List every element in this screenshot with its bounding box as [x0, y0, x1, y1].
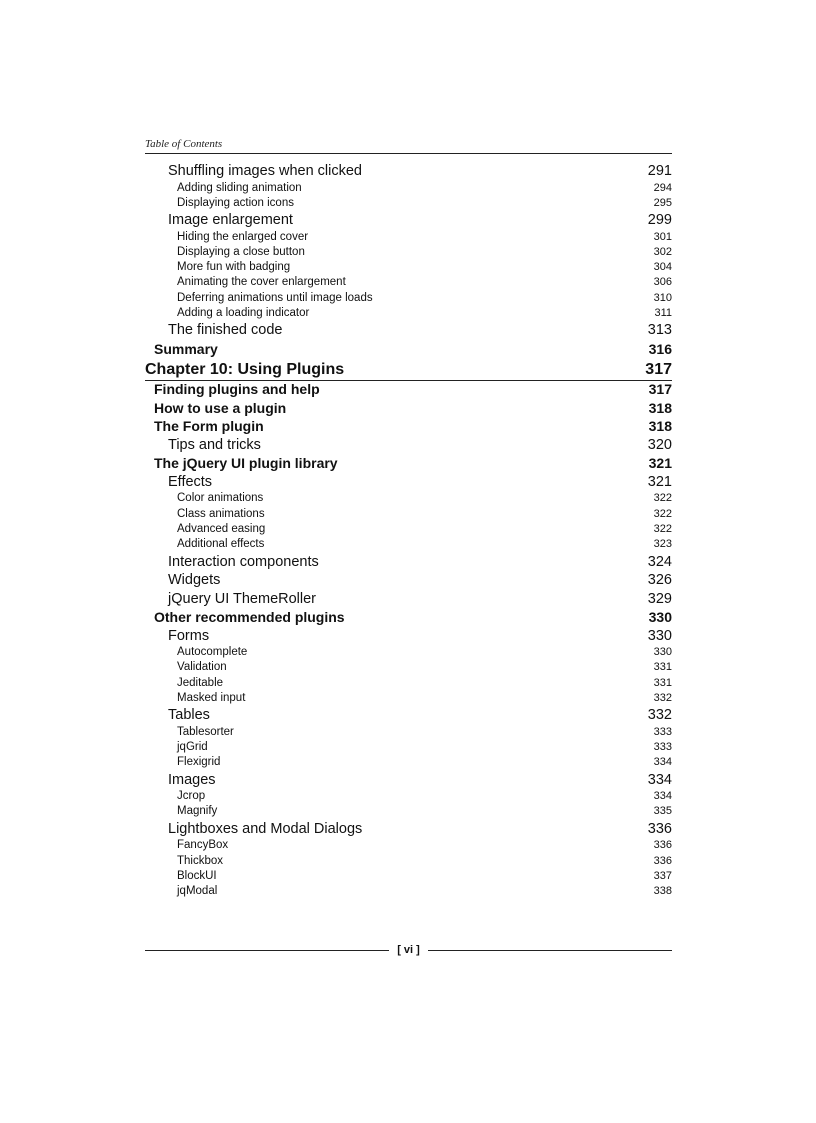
toc-entry-page: 306 — [653, 276, 672, 289]
toc-subsubsection[interactable] — [145, 885, 672, 900]
toc-entry-page: 313 — [647, 322, 672, 339]
page-number: [ vi ] — [397, 944, 420, 956]
toc-section[interactable] — [145, 455, 672, 474]
toc-subsubsection[interactable] — [145, 790, 672, 805]
toc-entry-title: Additional effects — [177, 538, 265, 551]
toc-entry-title: Advanced easing — [177, 522, 266, 535]
toc-subsubsection[interactable] — [145, 231, 672, 246]
toc-section[interactable] — [145, 400, 672, 419]
toc-entry-title: Images — [168, 771, 216, 788]
toc-entry-page: 324 — [647, 553, 672, 570]
toc-entry-page: 322 — [653, 492, 672, 505]
toc-entry-title: jqGrid — [177, 741, 208, 754]
toc-entry-title: Deferring animations until image loads — [177, 291, 373, 304]
toc-entry-page: 294 — [653, 181, 672, 194]
toc-entry-page: 295 — [653, 196, 672, 209]
toc-entry-title: Hiding the enlarged cover — [177, 230, 309, 243]
toc-entry-page: 334 — [653, 756, 672, 769]
toc-entry-title: Summary — [154, 340, 218, 357]
toc-subsubsection[interactable] — [145, 276, 672, 291]
toc-subsubsection[interactable] — [145, 741, 672, 756]
toc-entry-title: The Form plugin — [154, 418, 264, 435]
toc-entry-title: Jcrop — [177, 790, 206, 803]
running-header-title: Table of Contents — [145, 138, 223, 150]
toc-entry-title: Tables — [168, 707, 210, 724]
toc-entry-title: Effects — [168, 473, 213, 490]
toc-subsubsection[interactable] — [145, 492, 672, 507]
toc-entry-title: Jeditable — [177, 676, 224, 689]
toc-entry-page: 291 — [647, 163, 672, 179]
toc-entry-title: Masked input — [177, 691, 246, 704]
toc-subsection[interactable] — [145, 572, 672, 591]
toc-subsubsection[interactable] — [145, 646, 672, 661]
toc-entry-page: 321 — [647, 473, 672, 490]
toc-entry-title: Finding plugins and help — [154, 381, 320, 398]
toc-entry-title: Tablesorter — [177, 725, 234, 738]
toc-subsubsection[interactable] — [145, 805, 672, 820]
toc-entry-title: Thickbox — [177, 854, 224, 867]
toc-subsection[interactable] — [145, 628, 672, 647]
toc-subsubsection[interactable] — [145, 677, 672, 692]
toc-entry-page: 336 — [653, 839, 672, 852]
toc-entry-title: Chapter 10: Using Plugins — [145, 361, 345, 379]
toc-subsubsection[interactable] — [145, 523, 672, 538]
toc-entry-title: Magnify — [177, 805, 218, 818]
toc-subsubsection[interactable] — [145, 197, 672, 212]
toc-section[interactable] — [145, 341, 672, 360]
toc-entry-title: Class animations — [177, 507, 265, 520]
toc-subsubsection[interactable] — [145, 726, 672, 741]
toc-entry-title: Displaying a close button — [177, 245, 305, 258]
toc-entry-title: The jQuery UI plugin library — [154, 455, 338, 472]
toc-entry-title: Tips and tricks — [168, 436, 261, 453]
toc-subsection[interactable] — [145, 772, 672, 791]
toc-entry-title: Displaying action icons — [177, 196, 294, 209]
toc-entry-page: 330 — [648, 609, 672, 626]
table-of-contents — [145, 163, 672, 900]
toc-entry-title: BlockUI — [177, 869, 217, 882]
toc-entry-title: Validation — [177, 661, 227, 674]
toc-subsubsection[interactable] — [145, 538, 672, 553]
toc-section[interactable] — [145, 381, 672, 400]
toc-entry-title: The finished code — [168, 322, 283, 339]
toc-entry-title: Color animations — [177, 492, 264, 505]
toc-section[interactable] — [145, 609, 672, 628]
toc-entry-title: Flexigrid — [177, 756, 221, 769]
toc-entry-title: Lightboxes and Modal Dialogs — [168, 820, 363, 837]
toc-entry-page: 332 — [653, 691, 672, 704]
footer-rule-left — [145, 950, 389, 951]
toc-entry-page: 332 — [647, 707, 672, 724]
toc-subsection[interactable] — [145, 821, 672, 840]
toc-entry-page: 299 — [647, 212, 672, 229]
toc-subsection[interactable] — [145, 163, 672, 182]
toc-entry-title: Adding a loading indicator — [177, 307, 310, 320]
toc-subsubsection[interactable] — [145, 661, 672, 676]
toc-entry-title: More fun with badging — [177, 261, 291, 274]
toc-subsubsection[interactable] — [145, 839, 672, 854]
toc-subsection[interactable] — [145, 591, 672, 610]
toc-entry-page: 335 — [653, 805, 672, 818]
toc-entry-page: 316 — [648, 340, 672, 357]
toc-subsubsection[interactable] — [145, 855, 672, 870]
toc-subsection[interactable] — [145, 437, 672, 456]
toc-entry-page: 317 — [648, 381, 672, 398]
toc-entry-page: 331 — [653, 676, 672, 689]
toc-entry-page: 322 — [653, 522, 672, 535]
toc-entry-title: Adding sliding animation — [177, 181, 302, 194]
toc-entry-page: 333 — [653, 725, 672, 738]
toc-entry-title: Other recommended plugins — [154, 609, 345, 626]
toc-entry-title: FancyBox — [177, 839, 229, 852]
toc-subsection[interactable] — [145, 707, 672, 726]
toc-subsection[interactable] — [145, 322, 672, 341]
toc-subsubsection[interactable] — [145, 292, 672, 307]
toc-entry-page: 334 — [653, 790, 672, 803]
toc-entry-page: 337 — [653, 869, 672, 882]
toc-entry-page: 317 — [645, 361, 672, 379]
toc-subsubsection[interactable] — [145, 508, 672, 523]
toc-entry-page: 318 — [648, 418, 672, 435]
running-header — [145, 134, 672, 154]
toc-entry-page: 330 — [653, 646, 672, 659]
toc-entry-title: Interaction components — [168, 553, 319, 570]
toc-subsection[interactable] — [145, 554, 672, 573]
toc-entry-page: 304 — [653, 261, 672, 274]
toc-entry-page: 333 — [653, 741, 672, 754]
toc-entry-page: 330 — [647, 627, 672, 644]
toc-entry-title: Shuffling images when clicked — [168, 163, 362, 179]
toc-entry-page: 320 — [647, 436, 672, 453]
toc-subsubsection[interactable] — [145, 692, 672, 707]
toc-subsubsection[interactable] — [145, 246, 672, 261]
toc-entry-page: 302 — [653, 245, 672, 258]
toc-subsubsection[interactable] — [145, 756, 672, 771]
toc-entry-page: 310 — [653, 291, 672, 304]
toc-section[interactable] — [145, 418, 672, 437]
toc-entry-page: 336 — [647, 820, 672, 837]
toc-entry-page: 334 — [647, 771, 672, 788]
toc-entry-title: Forms — [168, 627, 210, 644]
toc-subsubsection[interactable] — [145, 182, 672, 197]
toc-entry-title: Autocomplete — [177, 646, 248, 659]
toc-entry-page: 321 — [648, 455, 672, 472]
toc-subsubsection[interactable] — [145, 870, 672, 885]
toc-entry-title: How to use a plugin — [154, 399, 287, 416]
toc-entry-page: 336 — [653, 854, 672, 867]
toc-subsubsection[interactable] — [145, 307, 672, 322]
toc-subsection[interactable] — [145, 212, 672, 231]
toc-entry-title: Image enlargement — [168, 212, 293, 229]
toc-entry-title: Widgets — [168, 572, 221, 589]
toc-subsubsection[interactable] — [145, 261, 672, 276]
page-footer — [145, 944, 672, 956]
toc-entry-page: 322 — [653, 507, 672, 520]
toc-entry-page: 338 — [653, 885, 672, 898]
toc-chapter[interactable] — [145, 359, 672, 381]
toc-entry-title: jQuery UI ThemeRoller — [168, 590, 317, 607]
toc-entry-page: 318 — [648, 399, 672, 416]
toc-entry-page: 326 — [647, 572, 672, 589]
toc-entry-page: 301 — [653, 230, 672, 243]
toc-entry-title: Animating the cover enlargement — [177, 276, 346, 289]
toc-entry-page: 323 — [653, 538, 672, 551]
toc-entry-page: 331 — [653, 661, 672, 674]
toc-entry-page: 329 — [647, 590, 672, 607]
toc-subsection[interactable] — [145, 474, 672, 493]
footer-rule-right — [428, 950, 672, 951]
toc-entry-title: jqModal — [177, 885, 218, 898]
toc-entry-page: 311 — [654, 307, 672, 320]
